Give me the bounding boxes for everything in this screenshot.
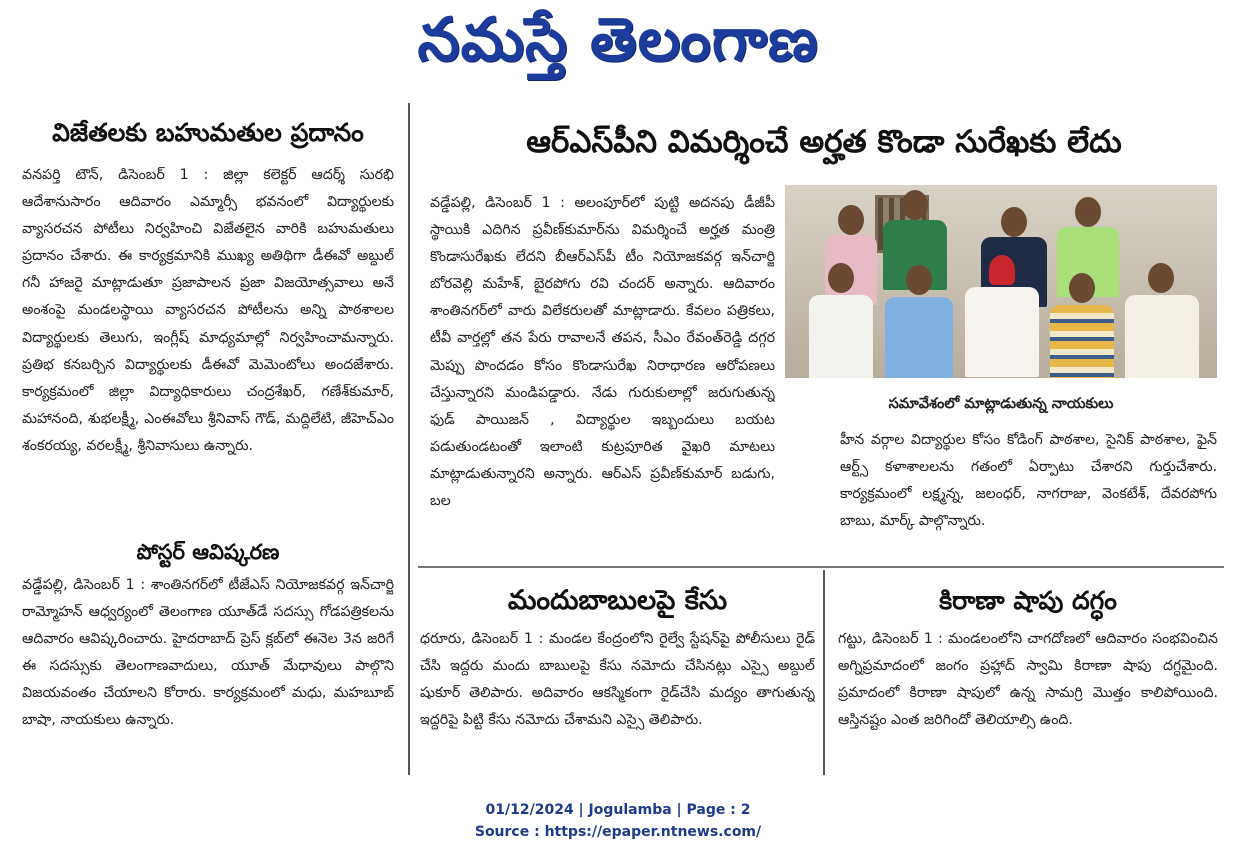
person-head bbox=[906, 265, 932, 295]
photo-caption: సమావేశంలో మాట్లాడుతున్న నాయకులు bbox=[888, 396, 1114, 412]
section-divider bbox=[418, 566, 1224, 568]
main-headline: ఆర్‌ఎస్‌పీని విమర్శించే అర్హత కొండా సురేఖకు లేదు bbox=[526, 124, 1122, 160]
person bbox=[965, 287, 1039, 377]
article-headline: మందుబాబులపై కేసు bbox=[507, 585, 728, 616]
person-head bbox=[902, 190, 928, 220]
article-body: వడ్డేపల్లి, డిసెంబర్ 1 : శాంతినగర్‌లో టీజేఎస్ నియోజకవర్గ ఇన్‌చార్జి రామ్మోహన్ ఆధ్వర్యంలో తెలంగాణ యూత్‌డే సదస్సు గోడపత్రికలను ఆదివారం ఆవిష్కరించారు. హైదరాబాద్ ప్రెస్ క్లబ్‌లో ఈనెల 3న జరిగే ఈ సదస్సుకు తెలంగాణవాదులు, యూత్ మేధావులు పాల్గొని విజయవంతం చేయాలని కోరారు. కార్యక్రమంలో మధు, మహబూబ్ బాషా, నాయకులు ఉన్నారు. bbox=[22, 577, 394, 729]
person-head bbox=[1075, 197, 1101, 227]
edition-info: 01/12/2024 | Jogulamba | Page : 2 bbox=[485, 802, 751, 818]
newspaper-title: నమస్తే తెలంగాణ bbox=[417, 5, 819, 75]
person bbox=[1050, 305, 1114, 378]
article-prizes bbox=[22, 112, 394, 520]
person-head bbox=[1001, 207, 1027, 237]
article-drunk bbox=[420, 578, 815, 766]
article-body: వనపర్తి టౌన్, డిసెంబర్ 1 : జిల్లా కలెక్టర్ ఆదర్శ్ సురభి ఆదేశానుసారం ఆదివారం ఎమ్మార్సీ భవనంలో విద్యార్థులకు వ్యాసరచన పోటీలు నిర్వహించి విజేతలైన వారికి బహుమతులు ప్రదానం చేశారు. ఈ కార్యక్రమానికి ముఖ్య అతిథిగా డీఈవో అబ్దుల్ గనీ హాజరై మాట్లాడుతూ ప్రజాపాలన ప్రజా విజయోత్సవాలు అనే అంశంపై మండలస్థాయి వ్యాసరచన పోటీలను అన్ని పాఠశాలల విద్యార్థులకు తెలుగు, ఇంగ్లీష్ మాధ్యమాల్లో నిర్వహించామన్నారు. ప్రతిభ కనబర్చిన విద్యార్థులకు డీఈవో మెమెంటోలు అందజేశారు. కార్యక్రమంలో జిల్లా విద్యాధికారులు చంద్రశేఖర్, గణేశ్‌కుమార్, మహానంది, శుభలక్ష్మీ, ఎంఈవోలు శ్రీనివాస్ గౌడ్, మద్దిలేటి, జీహెచ్ఎం శంకరయ్య, వరలక్ష్మీ, శ్రీనివాసులు ఉన్నారు. bbox=[22, 167, 394, 454]
person bbox=[1125, 295, 1199, 378]
source-link[interactable]: Source : https://epaper.ntnews.com/ bbox=[474, 824, 762, 840]
article-headline: కిరాణా షాపు దగ్ధం bbox=[939, 586, 1117, 615]
article-continuation: హీన వర్గాల విద్యార్థుల కోసం కోడింగ్ పాఠశాల, సైనిక్ పాఠశాల, ఫైన్ ఆర్ట్స్ కళాశాలలను గతంలో ఏర్పాటు చేశారని గుర్తుచేశారు. కార్యక్రమంలో లక్ష్మన్న, జలంధర్, నాగరాజు, వెంకటేశ్, దేవరపోగు బాబు, మార్క్ పాల్గొన్నారు. bbox=[840, 432, 1217, 530]
leaders-photo bbox=[785, 185, 1217, 378]
person-head bbox=[989, 255, 1015, 285]
person-head bbox=[838, 205, 864, 235]
article-poster bbox=[22, 534, 394, 767]
person bbox=[885, 297, 953, 378]
article-rsp bbox=[420, 114, 1228, 170]
masthead bbox=[0, 0, 1236, 80]
person-head bbox=[1148, 263, 1174, 293]
article-body: గట్టు, డిసెంబర్ 1 : మండలంలోని చాగదోణలో ఆదివారం సంభవించిన అగ్నిప్రమాదంలో జంగం ప్రహ్లాద్ స్వామి కిరాణా షాపు దగ్ధమైంది. ప్రమాదంలో కిరాణా షాపులో ఉన్న సామగ్రి మొత్తం కాలిపోయింది. ఆస్తినష్టం ఎంత జరిగిందో తెలియాల్సి ఉంది. bbox=[838, 631, 1218, 729]
column-divider bbox=[823, 570, 825, 775]
person-head bbox=[1069, 273, 1095, 303]
person bbox=[809, 295, 873, 378]
article-kirana bbox=[838, 578, 1218, 766]
article-body: వడ్డేపల్లి, డిసెంబర్ 1 : అలంపూర్‌లో పుట్టి అదనపు డీజీపీ స్థాయికి ఎదిగిన ప్రవీణ్‌కుమార్‌ను విమర్శించే అర్హత మంత్రి కొండాసురేఖకు లేదని బీఆర్‌ఎస్‌పీ టీం నియోజకవర్గ ఇన్‌చార్జి బోరవెల్లి మహేశ్, బైరపోగు రవి చందర్ అన్నారు. ఆదివారం శాంతినగర్‌లో వారు విలేకరులతో మాట్లాడారు. కేవలం పత్రికలు, టీవీ వార్తల్లో తన పేరు రావాలనే తపన, సీఎం రేవంత్‌రెడ్డి దగ్గర మెప్పు పొందడం కోసం కొండాసురేఖ నిరాధారణ ఆరోపణలు చేస్తున్నారని మండిపడ్డారు. నేడు గురుకులాల్లో జరుగుతున్న ఫుడ్ పాయిజన్ , విద్యార్థుల ఇబ్బందులు బయట పడుతుండటంతో ఇలాంటి కుట్రపూరిత వైఖరి మాటలు మాట్లాడుతున్నారని అన్నారు. ఆర్‌ఎస్ ప్రవీణ్‌కుమార్ బడుగు, బల bbox=[430, 195, 775, 510]
column-divider bbox=[408, 103, 410, 775]
article-headline: విజేతలకు బహుమతుల ప్రదానం bbox=[52, 118, 364, 147]
page-footer bbox=[0, 799, 1236, 843]
person-head bbox=[828, 263, 854, 293]
article-headline: పోస్టర్ ఆవిష్కరణ bbox=[136, 540, 280, 564]
article-body: ధరూరు, డిసెంబర్ 1 : మండల కేంద్రంలోని రైల్వే స్టేషన్‌పై పోలీసులు రైడ్ చేసి ఇద్దరు మందు బాబులపై కేసు నమోదు చేసినట్లు ఎస్సై అబ్దుల్ షుకూర్ తెలిపారు. అదివారం ఆకస్మికంగా రైడ్‌చేసి మద్యం తాగుతున్న ఇద్దరిపై పిట్టి కేసు నమోదు చేశామని ఎస్సై తెలిపారు. bbox=[420, 631, 815, 729]
